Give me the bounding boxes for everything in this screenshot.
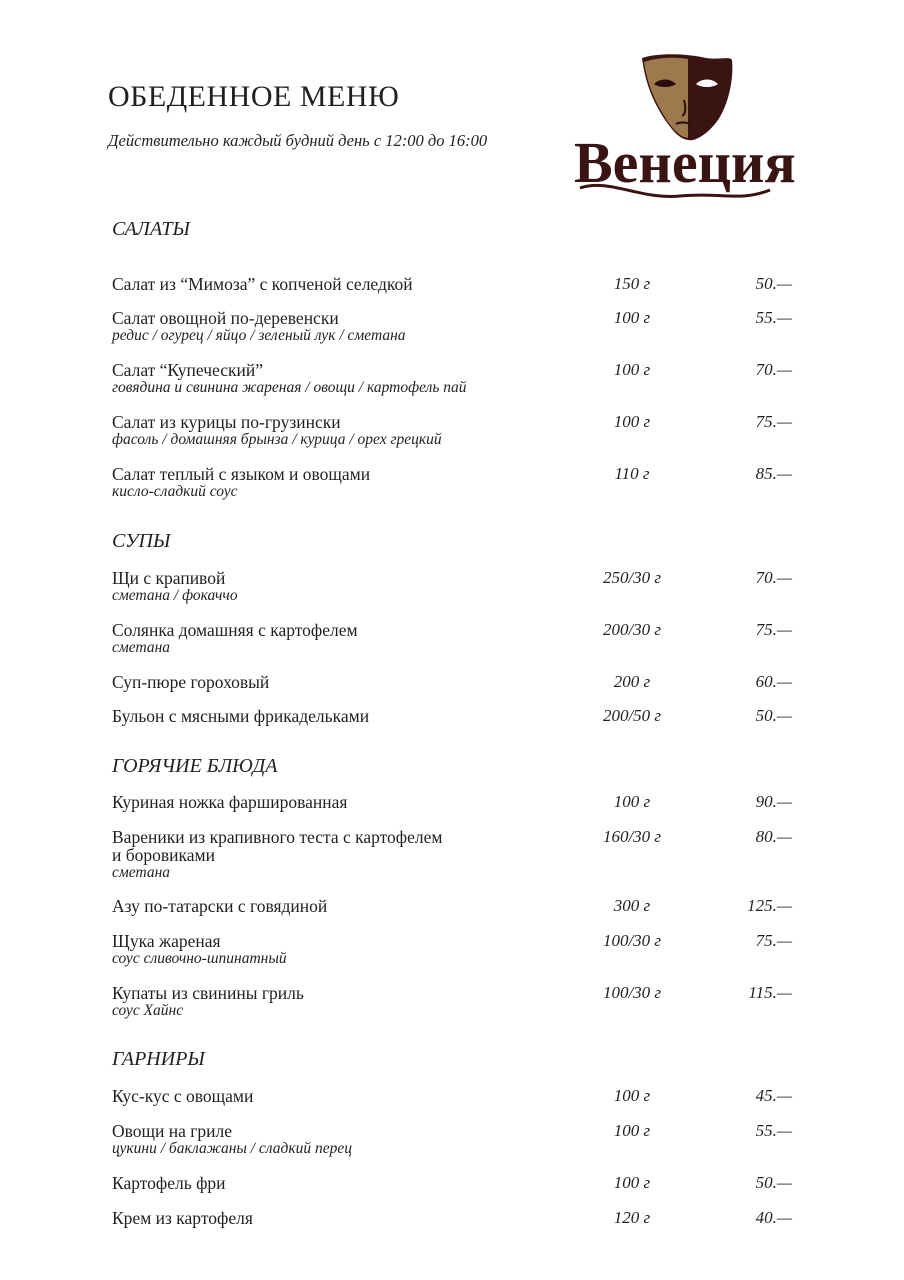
menu-item-price: 125.— bbox=[747, 896, 792, 915]
menu-item-name: Купаты из свинины гриль bbox=[112, 983, 304, 1003]
logo-wordmark: Венеция bbox=[574, 130, 796, 195]
menu-item-name: Щи с крапивой bbox=[112, 568, 226, 588]
menu-item-price: 55.— bbox=[755, 308, 792, 327]
menu-item-name: Салат овощной по-деревенски bbox=[112, 308, 339, 328]
menu-item-weight: 100 г bbox=[613, 412, 651, 431]
menu-item bbox=[112, 1209, 904, 1249]
menu-item-name: Салат “Купеческий” bbox=[112, 360, 264, 380]
menu-item-weight: 200/30 г bbox=[602, 620, 662, 639]
menu-item-price: 115.— bbox=[748, 983, 792, 1002]
menu-item-description: соус сливочно-шпинатный bbox=[112, 950, 287, 967]
menu-item-weight: 200/50 г bbox=[602, 706, 662, 725]
menu-item-name: Картофель фри bbox=[112, 1173, 226, 1193]
menu-item-price: 40.— bbox=[755, 1208, 792, 1227]
menu-item-price: 60.— bbox=[755, 672, 792, 691]
menu-item-name: Бульон с мясными фрикадельками bbox=[112, 706, 370, 726]
menu-item-name: Кус-кус с овощами bbox=[112, 1086, 254, 1106]
menu-item-name: Вареники из крапивного теста с картофелем bbox=[112, 827, 443, 847]
section-title: САЛАТЫ bbox=[112, 218, 190, 240]
menu-item bbox=[112, 465, 904, 505]
menu-item-weight: 110 г bbox=[614, 464, 650, 483]
menu-item-price: 75.— bbox=[755, 931, 792, 950]
menu-item-price: 75.— bbox=[755, 620, 792, 639]
menu-item bbox=[112, 569, 904, 609]
menu-item-name: Щука жареная bbox=[112, 931, 221, 951]
menu-item-price: 75.— bbox=[755, 412, 792, 431]
menu-item-name: Салат теплый с языком и овощами bbox=[112, 464, 371, 484]
menu-item-price: 85.— bbox=[755, 464, 792, 483]
menu-item-description: сметана bbox=[112, 864, 171, 881]
menu-item-name: Овощи на гриле bbox=[112, 1121, 233, 1141]
menu-item-price: 50.— bbox=[755, 274, 792, 293]
menu-item-name: Солянка домашняя с картофелем bbox=[112, 620, 358, 640]
menu-item-price: 55.— bbox=[755, 1121, 792, 1140]
menu-item-description: фасоль / домашняя брынза / курица / орех грецкий bbox=[112, 431, 442, 448]
menu-item-description: соус Хайнс bbox=[112, 1002, 184, 1019]
section-title: СУПЫ bbox=[112, 530, 171, 552]
menu-item-description: редис / огурец / яйцо / зеленый лук / сметана bbox=[112, 327, 406, 344]
menu-item-weight: 160/30 г bbox=[602, 827, 662, 846]
menu-item-weight: 150 г bbox=[613, 274, 651, 293]
menu-item-weight: 100/30 г bbox=[602, 931, 662, 950]
menu-item-description: сметана / фокаччо bbox=[112, 587, 238, 604]
section-title: ГАРНИРЫ bbox=[112, 1048, 205, 1070]
menu-item bbox=[112, 309, 904, 349]
menu-item-weight: 100 г bbox=[613, 1121, 651, 1140]
menu-item bbox=[112, 361, 904, 401]
menu-item-description: кисло-сладкий соус bbox=[112, 483, 238, 500]
menu-item-name: Азу по-татарски с говядиной bbox=[112, 896, 328, 916]
menu-item-price: 45.— bbox=[755, 1086, 792, 1105]
menu-item-description: цукини / баклажаны / сладкий перец bbox=[112, 1140, 352, 1157]
menu-item-name-line2: и боровиками bbox=[112, 845, 215, 865]
menu-item-weight: 100 г bbox=[613, 360, 651, 379]
menu-item bbox=[112, 827, 904, 881]
menu-item bbox=[112, 413, 904, 453]
menu-item-name: Куриная ножка фаршированная bbox=[112, 792, 348, 812]
menu-item-price: 70.— bbox=[755, 568, 792, 587]
menu-item-name: Салат из курицы по-грузински bbox=[112, 412, 341, 432]
menu-item-price: 50.— bbox=[755, 706, 792, 725]
restaurant-logo bbox=[570, 50, 810, 220]
page-subtitle: Действительно каждый будний день с 12:00 до 16:00 bbox=[108, 131, 488, 150]
menu-item-price: 50.— bbox=[755, 1173, 792, 1192]
menu-item-weight: 100 г bbox=[613, 308, 651, 327]
menu-item-price: 70.— bbox=[755, 360, 792, 379]
menu-item-weight: 100 г bbox=[613, 1086, 651, 1105]
menu-item-name: Салат из “Мимоза” с копченой селедкой bbox=[112, 274, 413, 294]
menu-item-weight: 100 г bbox=[613, 792, 651, 811]
menu-item-description: сметана bbox=[112, 639, 171, 656]
menu-item bbox=[112, 984, 904, 1024]
menu-item-name: Крем из картофеля bbox=[112, 1208, 253, 1228]
menu-item bbox=[112, 621, 904, 661]
menu-item-weight: 100 г bbox=[613, 1173, 651, 1192]
menu-item bbox=[112, 932, 904, 972]
menu-item-name: Суп-пюре гороховый bbox=[112, 672, 270, 692]
menu-item-price: 80.— bbox=[755, 827, 792, 846]
menu-item-weight: 100/30 г bbox=[602, 983, 662, 1002]
menu-item-price: 90.— bbox=[755, 792, 792, 811]
page-title: ОБЕДЕННОЕ МЕНЮ bbox=[108, 80, 400, 113]
menu-item-description: говядина и свинина жареная / овощи / картофель пай bbox=[112, 379, 467, 396]
menu-item-weight: 300 г bbox=[613, 896, 651, 915]
menu-item bbox=[112, 707, 904, 747]
venetian-mask-icon bbox=[570, 50, 810, 220]
menu-item-weight: 200 г bbox=[613, 672, 651, 691]
menu-item bbox=[112, 1122, 904, 1162]
section-title: ГОРЯЧИЕ БЛЮДА bbox=[112, 755, 278, 777]
menu-item-weight: 250/30 г bbox=[602, 568, 662, 587]
menu-item-weight: 120 г bbox=[613, 1208, 651, 1227]
